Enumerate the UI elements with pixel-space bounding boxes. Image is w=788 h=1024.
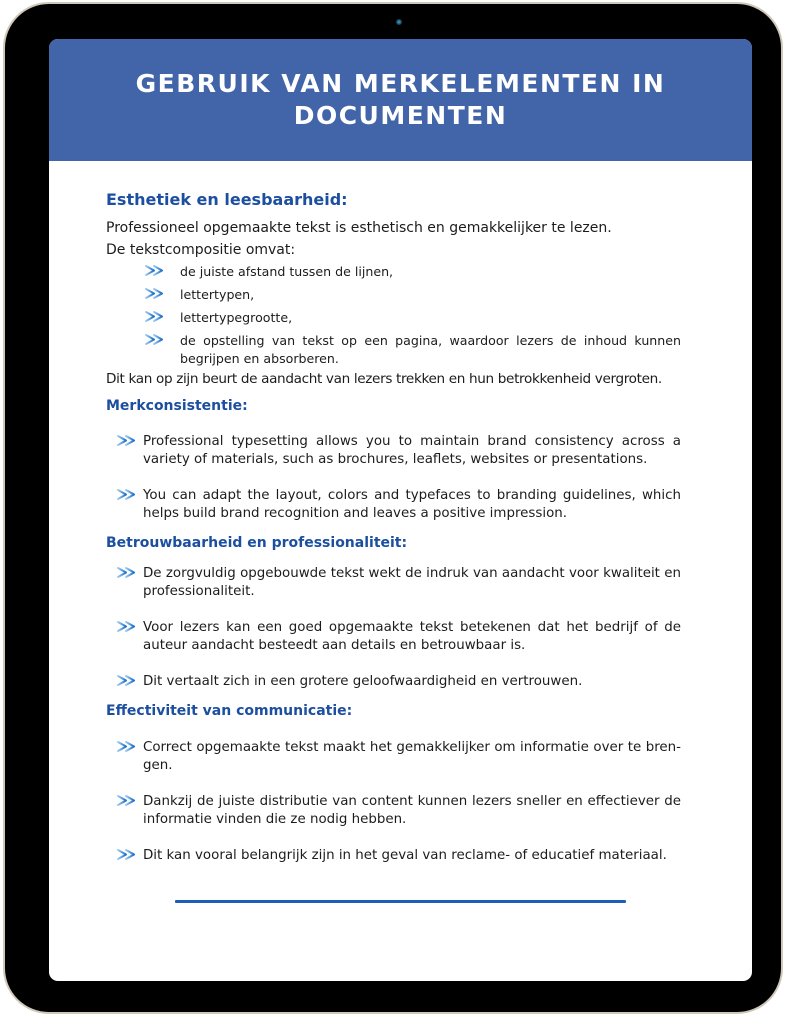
section-heading: Esthetiek en leesbaarheid: <box>106 190 348 209</box>
document-body <box>106 189 681 865</box>
section-heading: Merkconsistentie: <box>106 398 248 414</box>
page-title: GEBRUIK VAN MERKELEMENTEN IN DOCUMENTEN <box>135 69 666 130</box>
bullet-list <box>106 433 681 523</box>
section-heading: Effectiviteit van communicatie: <box>106 703 353 719</box>
list-item-text: lettertypegrootte, <box>180 310 293 325</box>
double-chevron-right-icon <box>116 620 138 634</box>
double-chevron-right-icon <box>116 848 138 862</box>
tablet-frame <box>3 2 783 1014</box>
camera-icon <box>396 19 402 25</box>
bullet-list <box>106 739 681 865</box>
section-esthetiek <box>106 189 681 390</box>
double-chevron-right-icon <box>144 287 166 301</box>
double-chevron-right-icon <box>116 488 138 502</box>
list-item <box>144 309 681 327</box>
list-item-text: Dit vertaalt zich in een grotere geloofwaardigheid en vertrouwen. <box>143 674 583 689</box>
list-item-text: You can adapt the layout, colors and typefaces to branding guidelines, which helps build brand recognition and leaves a positive impression. <box>143 488 681 521</box>
title-banner <box>49 39 752 161</box>
bullet-list <box>106 565 681 691</box>
tablet-screen <box>49 39 752 981</box>
section-heading: Betrouwbaarheid en professionaliteit: <box>106 535 408 551</box>
list-item <box>144 286 681 304</box>
section-effectiviteit <box>106 701 681 865</box>
list-item-text: Dankzij de juiste distributie van content kunnen lezers sneller en effectiever de informatie vinden die ze nodig hebben. <box>143 794 681 827</box>
paragraph: Professioneel opgemaakte tekst is esthetisch en gemakkelijker te lezen. <box>106 220 612 236</box>
list-item <box>116 673 681 691</box>
list-item <box>116 793 681 829</box>
list-item-text: Voor lezers kan een goed opgemaakte tekst betekenen dat het bedrijf of de auteur aandacht besteedt aan details en betrouwbaar is. <box>143 620 681 653</box>
list-item <box>116 739 681 775</box>
list-item-text: Professional typesetting allows you to maintain brand consistency across a variety of materials, such as brochures, leaflets, websites or presentations. <box>143 434 681 467</box>
section-betrouwbaarheid <box>106 533 681 691</box>
double-chevron-right-icon <box>144 264 166 278</box>
list-item <box>144 332 681 368</box>
double-chevron-right-icon <box>144 333 166 347</box>
double-chevron-right-icon <box>116 674 138 688</box>
list-item <box>116 433 681 469</box>
paragraph: Dit kan op zijn beurt de aandacht van lezers trekken en hun betrokkenheid vergroten. <box>106 371 662 387</box>
double-chevron-right-icon <box>116 740 138 754</box>
footer-divider <box>175 900 626 903</box>
list-item-text: de opstelling van tekst op een pagina, waardoor lezers de inhoud kunnen begrijpen en absorberen. <box>180 333 681 366</box>
list-item <box>116 847 681 865</box>
double-chevron-right-icon <box>116 794 138 808</box>
list-item <box>116 565 681 601</box>
paragraph: De tekstcompositie omvat: <box>106 242 296 258</box>
bullet-list <box>106 263 681 368</box>
list-item-text: de juiste afstand tussen de lijnen, <box>180 264 394 279</box>
double-chevron-right-icon <box>144 310 166 324</box>
list-item-text: lettertypen, <box>180 287 255 302</box>
list-item <box>116 619 681 655</box>
section-merkconsistentie <box>106 396 681 523</box>
double-chevron-right-icon <box>116 566 138 580</box>
list-item <box>144 263 681 281</box>
list-item-text: Correct opgemaakte tekst maakt het gemakkelijker om informatie over te bren-gen. <box>143 740 681 773</box>
double-chevron-right-icon <box>116 434 138 448</box>
list-item-text: De zorgvuldig opgebouwde tekst wekt de indruk van aandacht voor kwaliteit en professionaliteit. <box>143 566 681 599</box>
list-item-text: Dit kan vooral belangrijk zijn in het geval van reclame- of educatief materiaal. <box>143 848 667 863</box>
list-item <box>116 487 681 523</box>
